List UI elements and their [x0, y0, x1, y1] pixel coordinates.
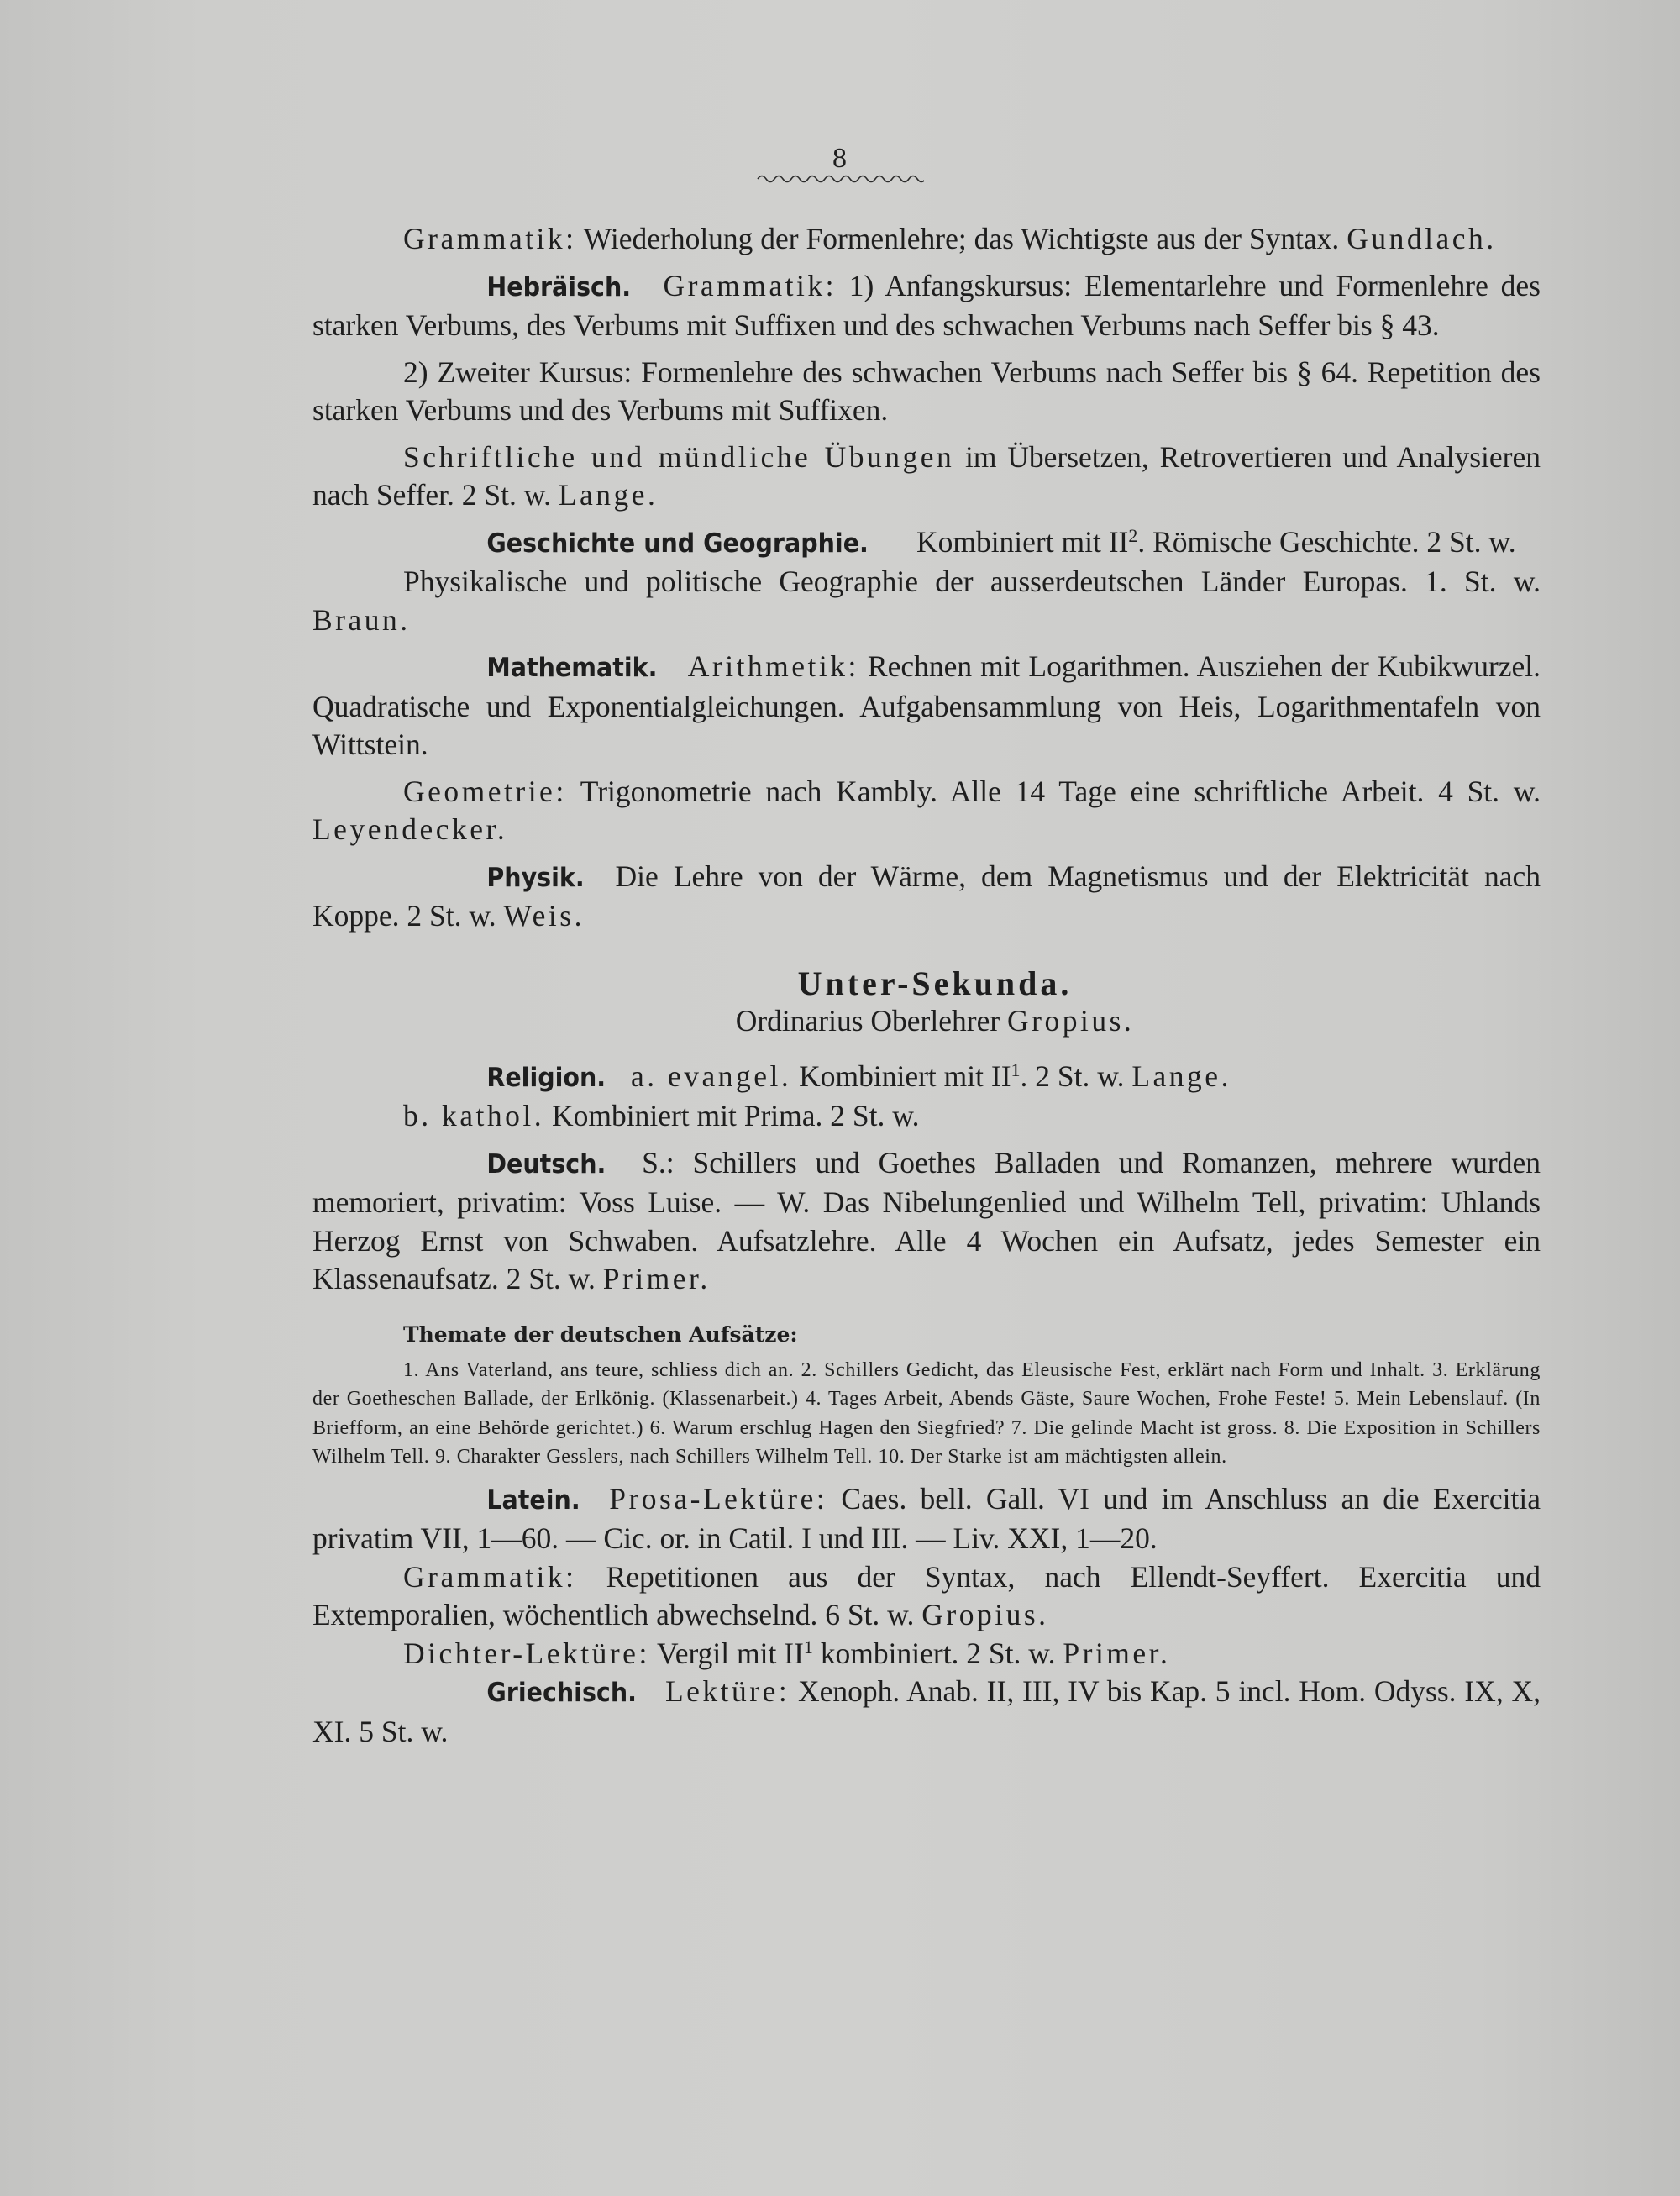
text: . Römische Geschichte. 2 St. w.: [1137, 524, 1516, 559]
paragraph-geographie: [312, 563, 1541, 639]
paragraph-geometrie: [312, 773, 1541, 849]
themes-heading: Themate der deutschen Aufsätze:: [403, 1321, 798, 1347]
subject-heading: Latein.: [486, 1484, 580, 1516]
label-arithmetik: Arithmetik:: [687, 649, 859, 683]
subject-heading: Griechisch.: [486, 1678, 637, 1708]
text: Kombiniert mit Prima. 2 St. w.: [544, 1099, 920, 1132]
superscript: 1: [803, 1636, 813, 1658]
label-dichter-lektuere: Dichter-Lektüre:: [403, 1636, 650, 1670]
label-kathol: b. kathol.: [403, 1099, 545, 1132]
text: Repetitionen aus der Syntax, nach Ellendt-Seyffert. Exercitia und Extemporalien, wöchentlich abwechselnd. 6 St. w.: [312, 1559, 1541, 1631]
text: Kombiniert mit II: [909, 524, 1129, 559]
subject-heading: Hebräisch.: [486, 271, 632, 302]
label-grammatik: Grammatik:: [663, 268, 837, 302]
text: im Übersetzen, Retrovertieren und Analysieren nach Seffer. 2 St. w.: [312, 439, 1541, 512]
teacher-name: Lange.: [558, 478, 659, 512]
label-grammatik: Grammatik:: [403, 1559, 577, 1594]
text: 1) Anfangskursus: Elementarlehre und Formenlehre des starken Verbums, des Verbums mit Suffixen und des schwachen Verbums nach Seffer bis § 43.: [312, 268, 1541, 342]
paragraph-mathematik: [312, 648, 1541, 764]
paragraph-deutsch: [312, 1144, 1541, 1299]
teacher-name: Braun.: [312, 602, 411, 637]
subject-heading: Physik.: [486, 862, 585, 893]
paragraph-hebraeisch: [312, 267, 1541, 345]
text: Xenoph. Anab. II, III, IV bis Kap. 5 incl. Hom. Odyss. IX, X, XI. 5 St. w.: [312, 1674, 1541, 1748]
label-uebungen: Schriftliche und mündliche Übungen: [403, 439, 955, 474]
paragraph-physik: [312, 858, 1541, 936]
paragraph-geschichte: [312, 523, 1541, 564]
teacher-name: Lange.: [1131, 1059, 1231, 1093]
teacher-name: Weis.: [503, 899, 585, 933]
teacher-name: Primer.: [602, 1262, 711, 1295]
text: Trigonometrie nach Kambly. Alle 14 Tage eine schriftliche Arbeit. 4 St. w.: [566, 774, 1541, 808]
text: Physikalische und politische Geographie der ausserdeutschen Länder Europas. 1. St. w.: [403, 565, 1541, 598]
teacher-name: Leyendecker.: [312, 812, 508, 846]
section-title: Unter-Sekunda.: [797, 964, 1073, 1002]
subject-heading: Geschichte und Geographie.: [486, 528, 869, 559]
paragraph-dichter-lektuere: [312, 1635, 1541, 1673]
label-lektuere: Lektüre:: [664, 1674, 790, 1708]
text: Wiederholung der Formenlehre; das Wichtigste aus der Syntax.: [576, 222, 1340, 255]
teacher-name: Gropius.: [921, 1598, 1049, 1631]
superscript: 1: [1011, 1059, 1021, 1080]
teacher-name: Gundlach.: [1347, 222, 1497, 255]
paragraph-griechisch: [312, 1673, 1541, 1751]
text: Vergil mit II: [649, 1636, 804, 1670]
text: S.: Schillers und Goethes Balladen und Romanzen, mehrere wurden memoriert, privatim: Voss Luise. — W. Das Nibelungenlied und Wilhelm Tell, privatim: Uhlands Herzog Ernst von Schwaben. Aufsatzlehre. Alle 4 Wochen ein Aufsatz, jedes Semester ein Klassenaufsatz. 2 St. w.: [312, 1145, 1541, 1295]
label-prosa-lektuere: Prosa-Lektüre:: [609, 1481, 828, 1516]
paragraph-religion-b: [312, 1097, 1541, 1136]
text: kombiniert. 2 St. w.: [812, 1636, 1056, 1670]
paragraph-grammatik-top: [312, 220, 1541, 259]
themes-list: 1. Ans Vaterland, ans teure, schliess dich an. 2. Schillers Gedicht, das Eleusische Fest, erklärt nach Form und Inhalt. 3. Erklärung der Goetheschen Ballade, der Erlkönig. (Klassenarbeit.) 4. Tages Arbeit, Abends Gäste, Saure Wochen, Frohe Feste! 5. Mein Lebenslauf. (In Briefform, an eine Behörde gerichtet.) 6. Warum erschlug Hagen den Siegfried? 7. Die gelinde Macht ist gross. 8. Die Exposition in Schillers Wilhelm Tell. 9. Charakter Gesslers, nach Schillers Wilhelm Tell. 10. Der Starke ist am mächtigsten allein.: [312, 1358, 1541, 1468]
text: Rechnen mit Logarithmen. Ausziehen der Kubikwurzel. Quadratische und Exponentialgleichungen. Aufgabensammlung von Heis, Logarithmentafeln von Wittstein.: [312, 649, 1541, 761]
section-subtitle: [312, 1002, 1541, 1041]
text: 2) Zweiter Kursus: Formenlehre des schwachen Verbums nach Seffer bis § 64. Repetition des starken Verbums und des Verbums mit Suffixen.: [312, 355, 1541, 427]
text: Caes. bell. Gall. VI und im Anschluss an die Exercitia privatim VII, 1—60. — Cic. or. in Catil. I und III. — Liv. XXI, 1—20.: [312, 1481, 1541, 1555]
paragraph-latein: [312, 1480, 1541, 1558]
subject-heading: Religion.: [486, 1062, 606, 1093]
subject-heading: Deutsch.: [486, 1148, 606, 1179]
superscript: 2: [1128, 524, 1138, 546]
paragraph-religion-a: [312, 1058, 1541, 1098]
text: Kombiniert mit II: [791, 1059, 1011, 1093]
paragraph-zweiter-kursus: [312, 354, 1541, 430]
subject-heading: Mathematik.: [486, 653, 658, 683]
page-header: [0, 143, 1680, 187]
page-body: [312, 220, 1541, 1751]
teacher-name: Primer.: [1063, 1636, 1171, 1670]
label-grammatik: Grammatik:: [403, 222, 577, 255]
text: Die Lehre von der Wärme, dem Magnetismus und der Elektricität nach Koppe. 2 St. w.: [312, 859, 1541, 933]
text: Ordinarius Oberlehrer: [735, 1004, 1008, 1038]
text: . 2 St. w.: [1020, 1059, 1125, 1093]
page-number: 8: [832, 143, 848, 174]
label-evangel: a. evangel.: [630, 1059, 792, 1093]
label-geometrie: Geometrie:: [403, 774, 567, 808]
paragraph-grammatik-latein: [312, 1558, 1541, 1635]
teacher-name: Gropius.: [1007, 1004, 1135, 1038]
paragraph-uebungen: [312, 439, 1541, 515]
